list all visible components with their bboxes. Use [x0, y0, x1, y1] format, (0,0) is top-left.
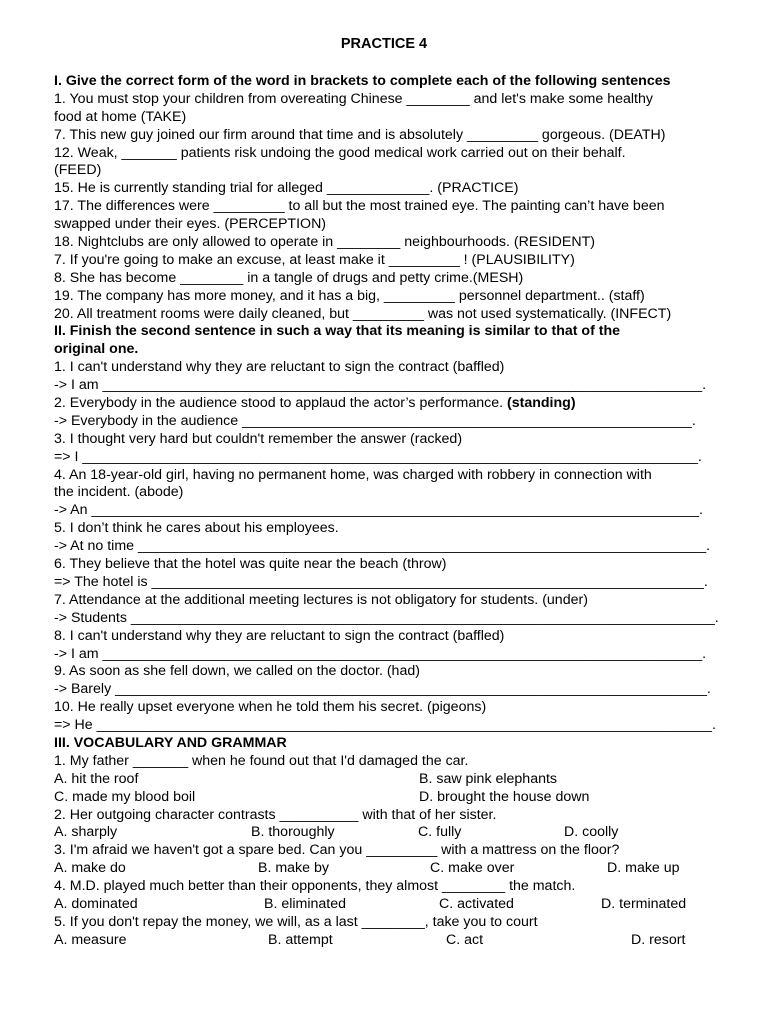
section-2-line	[54, 574, 716, 592]
section-2-line	[54, 646, 716, 664]
section-2-line	[54, 538, 716, 556]
section-2-line	[54, 592, 716, 610]
section-2-line	[54, 681, 716, 699]
line-text: 4. An 18-year-old girl, having no permanent home, was charged with robbery in connection with	[54, 466, 652, 483]
section-2-line	[54, 556, 716, 574]
answer-option: A. make do	[54, 860, 126, 877]
section-1-line: 1. You must stop your children from overeating Chinese ________ and let's make some healthy	[54, 90, 653, 107]
section-2-heading: II. Finish the second sentence in such a way that its meaning is similar to that of the	[54, 323, 621, 340]
section-1-items	[54, 91, 716, 324]
section-2-line	[54, 413, 716, 431]
line-text: 7. Attendance at the additional meeting lectures is not obligatory for students. (under)	[54, 591, 588, 608]
question-text: 4. M.D. played much better than their opponents, they almost ________ the match.	[54, 878, 576, 895]
answer-option: D. make up	[607, 860, 680, 877]
line-text: the incident. (abode)	[54, 484, 184, 501]
section-1-line: 15. He is currently standing trial for alleged _____________. (PRACTICE)	[54, 180, 519, 197]
option-row	[54, 771, 716, 789]
section-1-line: 18. Nightclubs are only allowed to operate in ________ neighbourhoods. (RESIDENT)	[54, 234, 596, 251]
line-text: -> Barely ___________________________________________________________________________.	[54, 681, 711, 698]
worksheet-content	[54, 73, 719, 950]
section-2-line	[54, 699, 716, 717]
line-text: 1. I can't understand why they are reluctant to sign the contract (baffled)	[54, 359, 505, 376]
section-2-line	[54, 609, 719, 628]
line-text: 6. They believe that the hotel was quite near the beach (throw)	[54, 556, 447, 573]
keyword: (standing)	[506, 395, 576, 412]
answer-option: C. activated	[439, 895, 514, 912]
line-text: -> An _____________________________________________________________________________.	[54, 502, 703, 519]
line-text: => He ______________________________________________________________________________.	[54, 717, 716, 734]
line-text: -> Students __________________________________________________________________________.	[54, 609, 719, 626]
answer-option: D. brought the house down	[419, 788, 590, 805]
answer-option: B. make by	[258, 860, 329, 877]
section-1-line: food at home (TAKE)	[54, 108, 187, 125]
answer-option: C. made my blood boil	[54, 788, 196, 805]
answer-option: B. eliminated	[264, 895, 347, 912]
section-2-line	[54, 502, 716, 520]
option-row	[54, 896, 716, 914]
section-2-line	[54, 359, 716, 377]
line-text: => I ______________________________________________________________________________.	[54, 448, 702, 465]
section-3-heading: III. VOCABULARY AND GRAMMAR	[54, 734, 287, 751]
section-1-line: 20. All treatment rooms were daily cleaned, but _________ was not used systematically. (INFECT)	[54, 305, 672, 322]
section-1-line: (FEED)	[54, 162, 102, 179]
line-text: 2. Everybody in the audience stood to applaud the actor’s performance.	[54, 395, 507, 412]
section-2-line	[54, 395, 716, 413]
section-1-line: 19. The company has more money, and it has a big, _________ personnel department.. (staff)	[54, 287, 645, 304]
question-text: 2. Her outgoing character contrasts __________ with that of her sister.	[54, 806, 497, 823]
option-row	[54, 932, 716, 950]
section-2-line	[54, 628, 716, 646]
section-1-line: 17. The differences were _________ to all but the most trained eye. The painting can’t have been	[54, 198, 665, 215]
line-text: -> I am ____________________________________________________________________________.	[54, 377, 707, 394]
question-text: 1. My father _______ when he found out that I'd damaged the car.	[54, 752, 469, 769]
section-1-line: 7. This new guy joined our firm around that time and is absolutely _________ gorgeous. (DEATH)	[54, 126, 666, 143]
answer-option: C. fully	[418, 824, 462, 841]
answer-option: C. act	[446, 931, 484, 948]
answer-option: A. dominated	[54, 895, 138, 912]
answer-option: B. thoroughly	[251, 824, 335, 841]
answer-option: D. coolly	[564, 824, 619, 841]
section-1-line: 12. Weak, _______ patients risk undoing the good medical work carried out on their behalf.	[54, 144, 626, 161]
section-1-heading: I. Give the correct form of the word in brackets to complete each of the following sentences	[54, 73, 671, 89]
section-2-heading-cont: original one.	[54, 341, 139, 358]
section-1-line: 7. If you're going to make an excuse, at least make it _________ ! (PLAUSIBILITY)	[54, 251, 575, 268]
section-2-line	[54, 717, 716, 735]
answer-option: B. attempt	[268, 931, 333, 948]
answer-option: C. make over	[430, 860, 515, 877]
section-2-line	[54, 377, 716, 395]
option-row	[54, 824, 716, 842]
section-2-line	[54, 467, 716, 485]
section-3-items	[54, 753, 716, 950]
line-text: 5. I don’t think he cares about his employees.	[54, 520, 339, 537]
section-1-line: swapped under their eyes. (PERCEPTION)	[54, 216, 327, 233]
option-row	[54, 789, 716, 807]
line-text: 8. I can't understand why they are reluctant to sign the contract (baffled)	[54, 627, 505, 644]
question-text: 5. If you don't repay the money, we will, as a last ________, take you to court	[54, 913, 538, 930]
answer-option: A. hit the roof	[54, 770, 139, 787]
section-2-line	[54, 449, 716, 467]
option-row	[54, 860, 716, 878]
page-title: PRACTICE 4	[340, 36, 428, 52]
answer-option: A. sharply	[54, 824, 118, 841]
section-2-line	[54, 520, 716, 538]
section-1-line: 8. She has become ________ in a tangle of drugs and petty crime.(MESH)	[54, 269, 524, 286]
line-text: 10. He really upset everyone when he told them his secret. (pigeons)	[54, 699, 487, 716]
section-2-line	[54, 484, 716, 502]
answer-option: D. resort	[631, 931, 686, 948]
line-text: -> At no time ________________________________________________________________________.	[54, 538, 711, 555]
line-text: 9. As soon as she fell down, we called on the doctor. (had)	[54, 663, 420, 680]
section-2-line	[54, 431, 716, 449]
line-text: -> Everybody in the audience _________________________________________________________.	[54, 412, 696, 429]
section-2-items	[54, 359, 719, 735]
line-text: => The hotel is ______________________________________________________________________.	[54, 573, 708, 590]
question-text: 3. I'm afraid we haven't got a spare bed. Can you _________ with a mattress on the floor?	[54, 842, 620, 859]
line-text: -> I am ____________________________________________________________________________.	[54, 645, 707, 662]
section-2-line	[54, 663, 716, 681]
answer-option: B. saw pink elephants	[419, 770, 558, 787]
answer-option: D. terminated	[601, 895, 687, 912]
line-text: 3. I thought very hard but couldn't remember the answer (racked)	[54, 430, 463, 447]
answer-option: A. measure	[54, 931, 127, 948]
